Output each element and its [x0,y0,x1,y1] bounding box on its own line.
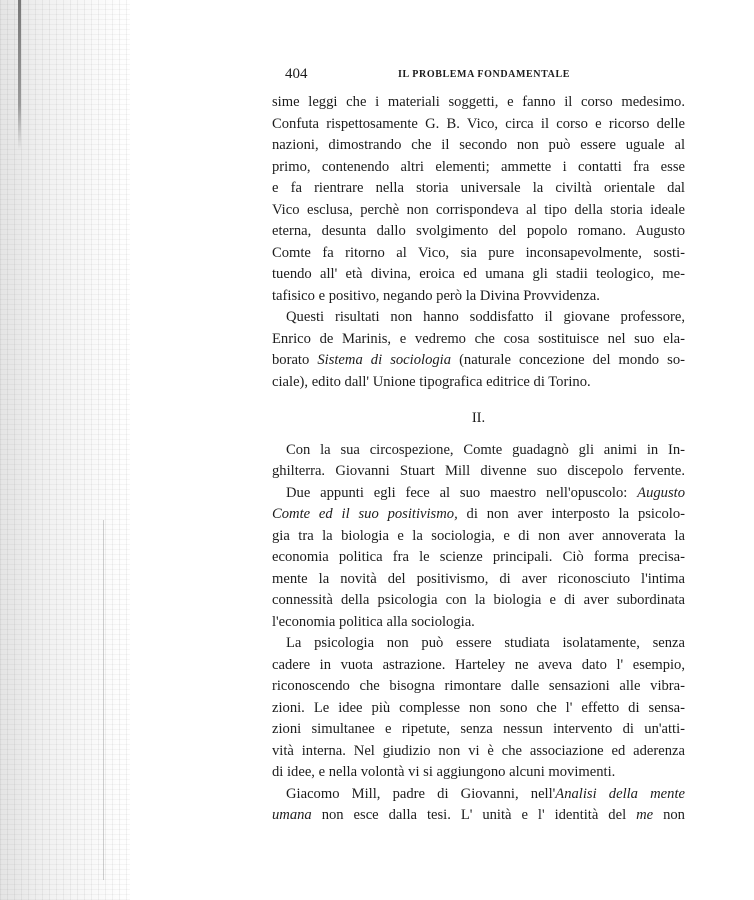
page-header [285,66,685,84]
book-title-italic: Augusto [637,484,685,501]
text-line: tuendo all' età divina, eroica ed umana gli stadii teologico, me- [272,266,685,282]
text-segment: non [653,807,685,823]
text-line: economia politica fra le scienze principali. Ciò forma precisa- [272,549,685,565]
text-line: zioni. Le idee più complesse non sono che l' effetto di sensa- [272,699,685,716]
body-text [272,92,685,827]
text-segment: di non aver interposto la psicolo- [457,506,685,522]
text-line: gia tra la biologia e la sociologia, e di non aver annoverata la [272,527,685,544]
book-title-italic: Sistema di sociologia [317,352,452,368]
text-line: primo, contenendo altri elementi; ammette i contatti fra esse [272,158,685,175]
text-line [272,805,685,827]
text-line: connessità della psicologia con la biologia e di aver subordinata [272,592,685,608]
text-segment: borato [272,352,318,368]
text-segment: (naturale concezione del mondo so- [451,352,685,368]
text-line: tafisico e positivo, negando però la Divina Provvidenza. [272,287,600,304]
running-title: IL PROBLEMA FONDAMENTALE [398,69,571,80]
text-line: Enrico de Marinis, e vedremo che cosa sostituisce nel suo ela- [272,330,685,347]
scanned-page-gutter [0,0,130,900]
page-number: 404 [285,66,308,82]
text-line: Questi risultati non hanno soddisfatto il giovane professore, [286,309,685,325]
section-heading: II. [471,410,486,426]
text-line: Confuta rispettosamente G. B. Vico, circa il corso e ricorso delle [272,115,685,132]
text-line: l'economia politica alla sociologia. [272,613,475,630]
text-segment: non esce dalla tesi. L' unità e l' identità del [311,807,637,823]
text-line: La psicologia non può essere studiata isolatamente, senza [286,635,685,651]
book-title-italic: Analisi della mente [555,785,685,802]
text-line: e fa rientrare nella storia universale la civiltà orientale dal [272,180,685,196]
text-line [272,784,685,806]
text-line: vità interna. Nel giudizio non vi è che associazione ed aderenza [272,742,685,759]
emphasis-italic: me [636,807,654,823]
text-segment: Giacomo Mill, padre di Giovanni, nell' [286,785,556,802]
text-line: cadere in vuota astrazione. Harteley ne aveva dato l' esempio, [272,656,685,673]
text-line [272,483,685,505]
text-line: mente la novità del positivismo, di aver riconosciuto l'intima [272,570,685,587]
text-line: ghilterra. Giovanni Stuart Mill divenne suo discepolo fervente. [272,463,685,479]
binding-crease [103,520,104,880]
book-title-italic: umana [272,807,312,823]
text-line: Comte fa ritorno al Vico, sia pure inconsapevolmente, sosti- [272,244,685,261]
text-line: zioni simultanee e ripetute, senza nessun intervento di un'atti- [272,721,685,737]
text-line: sime leggi che i materiali soggetti, e fanno il corso medesimo. [272,94,685,110]
text-line [272,504,685,526]
text-line: eterna, desunta dallo svolgimento del popolo romano. Augusto [272,223,685,239]
book-title-italic: Comte ed il suo positivismo, [272,506,458,522]
binding-shadow [18,0,21,150]
text-line: nazioni, dimostrando che il secondo non può essere uguale al [272,137,685,153]
text-line: di idee, e nella volontà vi si aggiungono alcuni movimenti. [272,764,616,780]
text-line: ciale), edito dall' Unione tipografica editrice di Torino. [272,373,591,390]
text-line: riconoscendo che bisogna rimontare dalle sensazioni alle vibra- [272,678,685,694]
text-segment: Due appunti egli fece al suo maestro nell'opuscolo: [286,484,638,501]
text-line: Vico esclusa, perchè non corrispondeva al tipo della storia ideale [272,201,685,218]
text-line [272,350,685,372]
text-line: Con la sua circospezione, Comte guadagnò gli animi in In- [286,441,685,458]
